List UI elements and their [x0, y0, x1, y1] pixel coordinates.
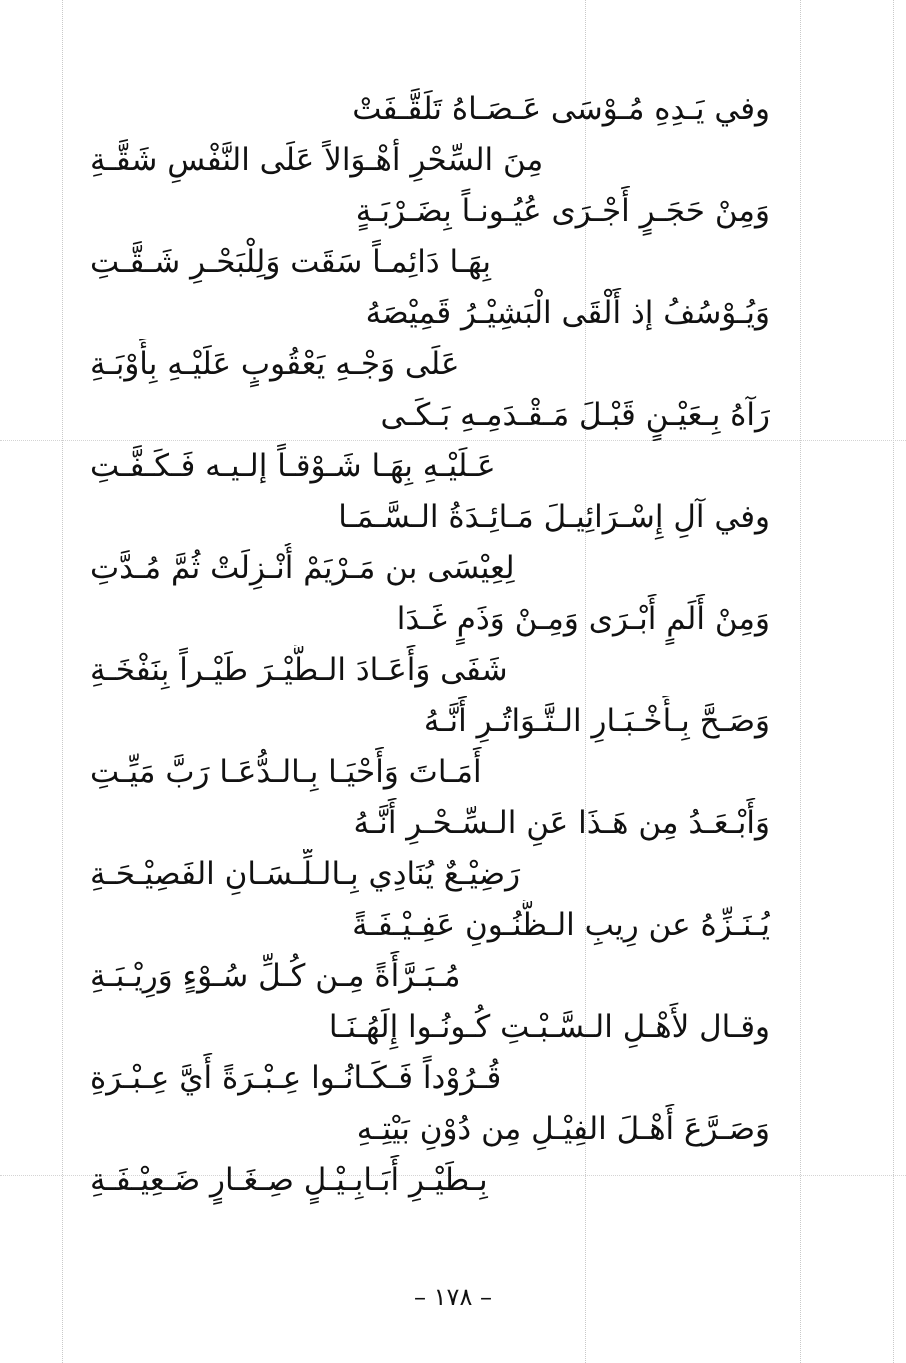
verse-line: شَفَى وَأَعَـادَ الـطَّيْـرَ طَيْـراً بِنَفْخَـةِ	[90, 652, 508, 688]
page-number: – ١٧٨ –	[414, 1283, 492, 1311]
verse-line: أَمَـاتَ وَأَحْيَـا بِـالـدُّعَـا رَبَّ مَيِّـتِ	[90, 754, 482, 790]
verse-line: وَمِنْ حَجَـرٍ أَجْـرَى عُيُـونـاً بِضَـرْبَـةٍ	[355, 193, 770, 229]
verse-line: بِهَـا دَائِمـاً سَقَت وَلِلْبَحْـرِ شَـقَّـتِ	[90, 244, 491, 280]
verse-line: وَصَـرَّعَ أَهْـلَ الفِيْـلِ مِن دُوْنِ بَيْتِـهِ	[356, 1111, 770, 1147]
scan-guide-line	[893, 0, 894, 1363]
verse-line: مِنَ السِّحْرِ أهْـوَالاً عَلَى النَّفْسِ شَقَّـةِ	[90, 142, 544, 178]
scan-guide-line	[62, 0, 63, 1363]
verse-line: لِعِيْسَى بن مَـرْيَمْ أُنْـزِلَتْ ثُمَّ مُـدَّتِ	[90, 550, 515, 586]
verse-line: وَصَـحَّ بِـأَخْـبَـارِ الـتَّـوَاتُـرِ أَنَّـهُ	[423, 703, 770, 739]
verse-line: بِـطَيْـرِ أَبَـابِـيْـلٍ صِـغَـارٍ ضَـعِيْـفَـةِ	[90, 1162, 488, 1198]
verse-line: رَآهُ بِـعَيْـنٍ قَبْـلَ مَـقْـدَمِـهِ بَـكَـى	[380, 397, 770, 433]
poem-body	[90, 84, 770, 1206]
verse-line: وفي آلِ إِسْـرَائِيـلَ مَـائِـدَةُ الـسَّـمَـا	[338, 499, 770, 535]
scan-guide-line	[800, 0, 801, 1363]
verse-line: رَضِيْـعٌ يُنَادِي بِـالـلِّـسَـانِ الفَصِيْـحَـةِ	[90, 856, 521, 892]
verse-line: وَأَبْـعَـدُ مِن هَـذَا عَنِ الـسِّـحْـرِ أَنَّـهُ	[353, 805, 770, 841]
verse-line: وَيُـوْسُفُ إذ أَلْقَى الْبَشِيْـرُ قَمِيْصَهُ	[365, 295, 770, 331]
verse-line: مُـبَـرَّأَةً مِـن كُـلِّ سُـوْءٍ وَرِيْـبَـةِ	[90, 958, 461, 994]
verse-line: عَلَى وَجْـهِ يَعْقُوبٍ عَلَيْـهِ بِأَوْبَـةِ	[90, 346, 460, 382]
verse-line: وَمِنْ أَلَمٍ أَبْـرَى وَمِـنْ وَذَمٍ غَـدَا	[396, 601, 770, 637]
verse-line: وقـال لأَهْـلِ الـسَّـبْـتِ كُـونُـوا إِلَهُـنَـا	[328, 1009, 770, 1045]
verse-line: قُـرُوْداً فَـكَـانُـوا عِـبْـرَةً أَيَّ عِـبْـرَةِ	[90, 1060, 502, 1096]
verse-line: عَـلَيْـهِ بِهَـا شَـوْقـاً إلـيـه فَـكَـفَّـتِ	[90, 448, 496, 484]
verse-line: وفي يَـدِهِ مُـوْسَى عَـصَـاهُ تَلَقَّـفَتْ	[352, 91, 770, 127]
verse-line: يُـنَـزِّهُ عن رِيبِ الـظُّنُـونِ عَفِـيْـفَـةً	[352, 907, 770, 943]
